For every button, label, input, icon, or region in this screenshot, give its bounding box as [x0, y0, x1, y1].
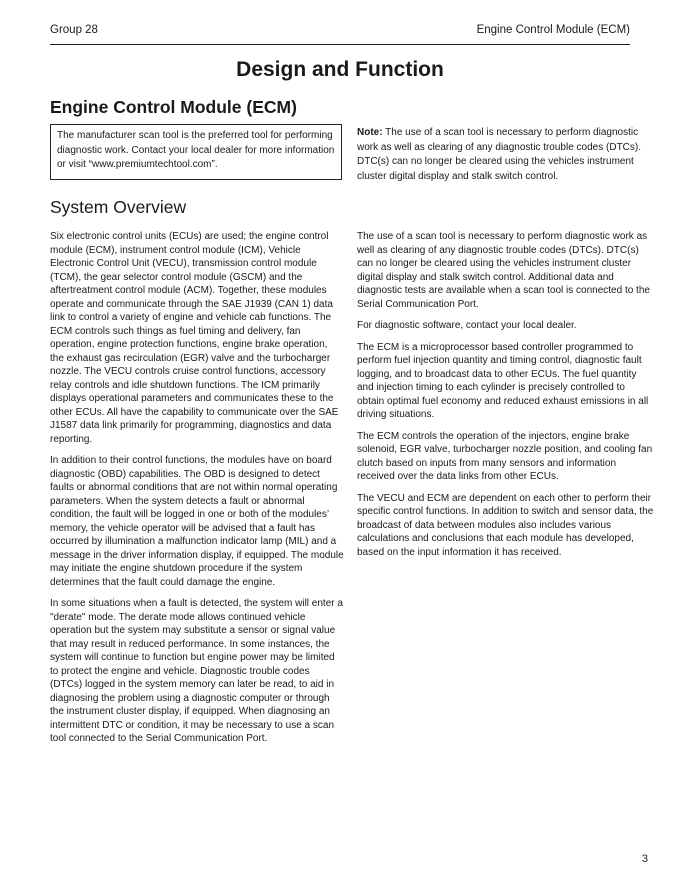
paragraph: The ECM controls the operation of the injectors, engine brake solenoid, EGR valve, turbocharger nozzle position, and cooling fan clutch based on inputs from many sensors and information received over the data links from other ECUs.	[357, 430, 653, 482]
paragraph: Six electronic control units (ECUs) are used; the engine control module (ECM), instrument control module (ICM), Vehicle Electronic Control Unit (VECU), transmission control module (TCM), the gear selector control module (GSCM) and the aftertreatment control module (ACM). Together, these modules operate and communicate through the SAE J1939 (CAN 1) data link to control a variety of engine and vehicle cab functions. The ECM controls such things as fuel timing and delivery, fan operation, engine protection functions, engine brake operation, the exhaust gas recirculation (EGR) valve and the turbocharger nozzle. The VECU controls cruise control functions, accessory relay controls and idle shutdown functions. The ICM primarily displays operational parameters and communicates these to the other ECUs. All have the capability to communicate over the SAE J1587 data link primarily for programming, diagnostics and data reporting.	[50, 231, 339, 445]
header-group: Group 28	[50, 24, 98, 36]
paragraph: For diagnostic software, contact your local dealer.	[357, 320, 577, 331]
right-column	[357, 230, 654, 567]
page-header	[50, 22, 630, 45]
paragraph: In some situations when a fault is detected, the system will enter a "derate" mode. The derate mode allows continued vehicle operation but the system may substitute a sensor or signal value that may result in reduced performance. In some instances, the system will continue to function but engine power may be limited to protect the engine and vehicle. Diagnostic trouble codes (DTCs) logged in the system memory can later be read, to aid in diagnosing the problem using a diagnostic computer or through the instrument cluster display, if equipped. When diagnosing an intermittent DTC or condition, it may be necessary to use a scan tool connected to the Serial Communication Port.	[50, 598, 343, 744]
left-column	[50, 230, 344, 754]
note-block	[357, 126, 652, 184]
paragraph: The use of a scan tool is necessary to perform diagnostic work as well as clearing of any diagnostic trouble codes (DTCs). DTC(s) can no longer be cleared using the vehicles instrument cluster digital display and stalk switch control. Additional data and diagnostic tests are available when a scan tool is connected to the Serial Communication Port.	[357, 231, 650, 310]
note-label: Note:	[357, 127, 383, 138]
page-number: 3	[641, 853, 648, 865]
note-text: The use of a scan tool is necessary to perform diagnostic work as well as clearing of any diagnostic trouble codes (DTCs). DTC(s) can no longer be cleared using the vehicles instrument cluster digital display and stalk switch control.	[357, 127, 642, 182]
page-title: Design and Function	[236, 58, 444, 81]
paragraph: In addition to their control functions, the modules have on board diagnostic (OBD) capabilities. The OBD is designed to detect faults or abnormal conditions that are not within normal operating parameters. When the system detects a fault or abnormal condition, the fault will be logged in one or both of the modules’ memory, the vehicle operator will be advised that a fault has occurred by illumination a malfunction indicator lamp (MIL) and a message in the driver information display, if equipped. The module may initiate the engine shutdown procedure if the system determines that the fault could damage the engine.	[50, 455, 344, 588]
paragraph: The ECM is a microprocessor based controller programmed to perform fuel injection quantity and timing control, diagnostic fault logging, and to broadcast data to other ECUs. The fuel quantity and injection timing to each cylinder is precisely controlled to obtain optimal fuel economy and reduced exhaust emissions in all driving situations.	[357, 341, 649, 420]
header-module: Engine Control Module (ECM)	[476, 24, 630, 36]
overview-heading: System Overview	[50, 197, 187, 217]
paragraph: The VECU and ECM are dependent on each other to perform their specific control functions. In addition to switch and sensor data, the broadcast of data between modules also includes various calculations and conclusions that each module has developed, based on the input information it has received.	[357, 492, 654, 558]
section-title: Engine Control Module (ECM)	[50, 97, 297, 117]
notice-box: The manufacturer scan tool is the preferred tool for performing diagnostic work. Contact your local dealer for more information or visit “www.premiumtechtool.com”.	[50, 124, 342, 180]
